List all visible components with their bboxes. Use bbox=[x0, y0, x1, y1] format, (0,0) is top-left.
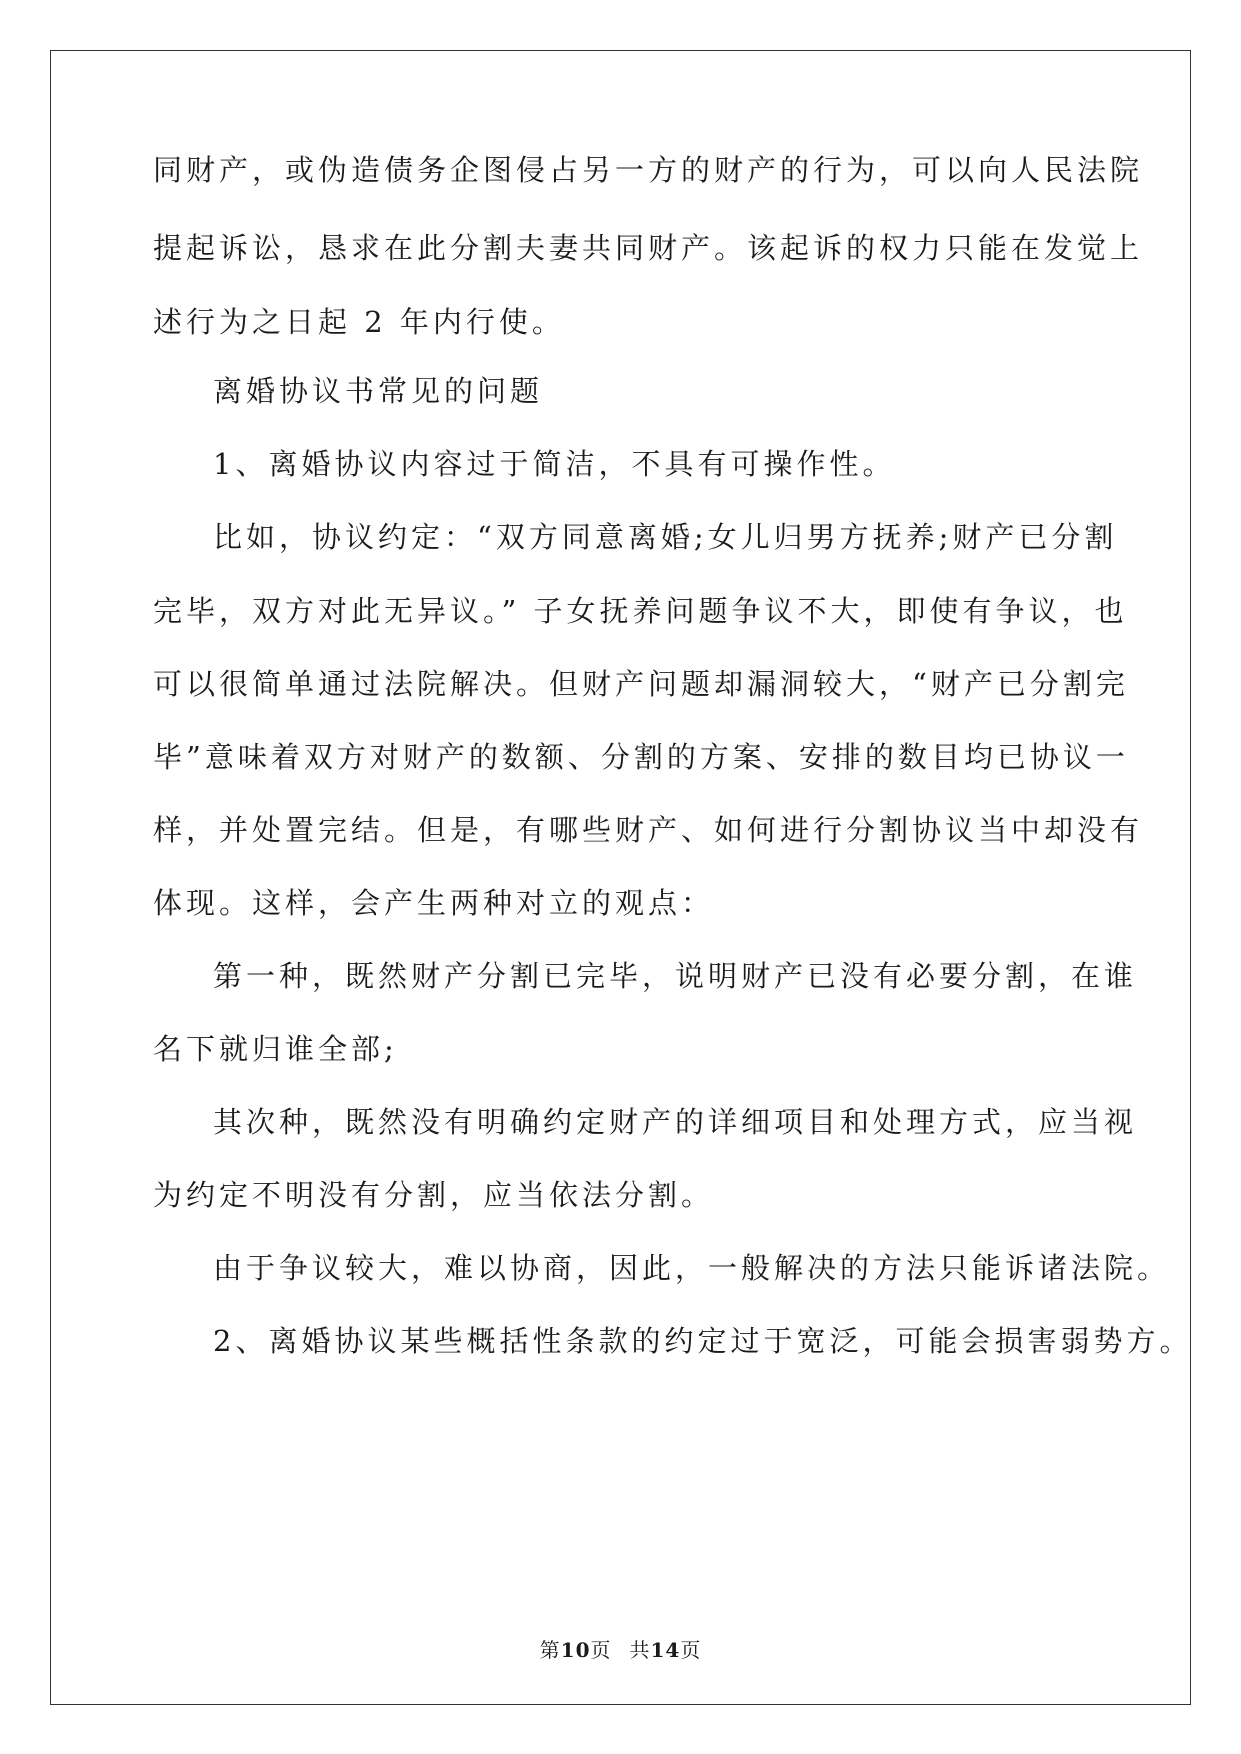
text-line: 由于争议较大，难以协商，因此，一般解决的方法只能诉诸法院。 bbox=[213, 1251, 1171, 1285]
text-line: 比如，协议约定：“双方同意离婚;女儿归男方抚养;财产已分割 bbox=[213, 520, 1118, 554]
page-border bbox=[50, 50, 1191, 1705]
text-line: 1、离婚协议内容过于简洁，不具有可操作性。 bbox=[213, 447, 896, 481]
total-pages-suffix: 页 bbox=[680, 1638, 702, 1662]
text-line: 毕”意味着双方对财产的数额、分割的方案、安排的数目均已协议一 bbox=[153, 740, 1129, 774]
section-heading: 离婚协议书常见的问题 bbox=[213, 374, 544, 408]
text-line: 名下就归谁全部; bbox=[153, 1032, 398, 1066]
text-line: 体现。这样，会产生两种对立的观点： bbox=[153, 886, 715, 920]
text-line: 可以很简单通过法院解决。但财产问题却漏洞较大，“财产已分割完 bbox=[153, 667, 1129, 701]
total-pages-prefix: 共 bbox=[629, 1638, 651, 1662]
text-line: 完毕，双方对此无异议。” 子女抚养问题争议不大，即使有争议，也 bbox=[153, 594, 1128, 628]
text-line: 2、离婚协议某些概括性条款的约定过于宽泛，可能会损害弱势方。 bbox=[213, 1324, 1193, 1358]
text-line: 第一种，既然财产分割已完毕，说明财产已没有必要分割，在谁 bbox=[213, 959, 1138, 993]
text-line: 提起诉讼，恳求在此分割夫妻共同财产。该起诉的权力只能在发觉上 bbox=[153, 231, 1144, 265]
current-page-number: 10 bbox=[560, 1638, 591, 1662]
page-number-suffix: 页 bbox=[590, 1638, 612, 1662]
page-number-prefix: 第 bbox=[539, 1638, 561, 1662]
text-line: 为约定不明没有分割，应当依法分割。 bbox=[153, 1178, 715, 1212]
text-line: 其次种，既然没有明确约定财产的详细项目和处理方式，应当视 bbox=[213, 1105, 1138, 1139]
text-line: 同财产，或伪造债务企图侵占另一方的财产的行为，可以向人民法院 bbox=[153, 153, 1144, 187]
page-footer bbox=[0, 1634, 1241, 1663]
total-pages-number: 14 bbox=[650, 1638, 681, 1662]
text-line: 述行为之日起 2 年内行使。 bbox=[153, 305, 565, 339]
text-line: 样，并处置完结。但是，有哪些财产、如何进行分割协议当中却没有 bbox=[153, 813, 1144, 847]
